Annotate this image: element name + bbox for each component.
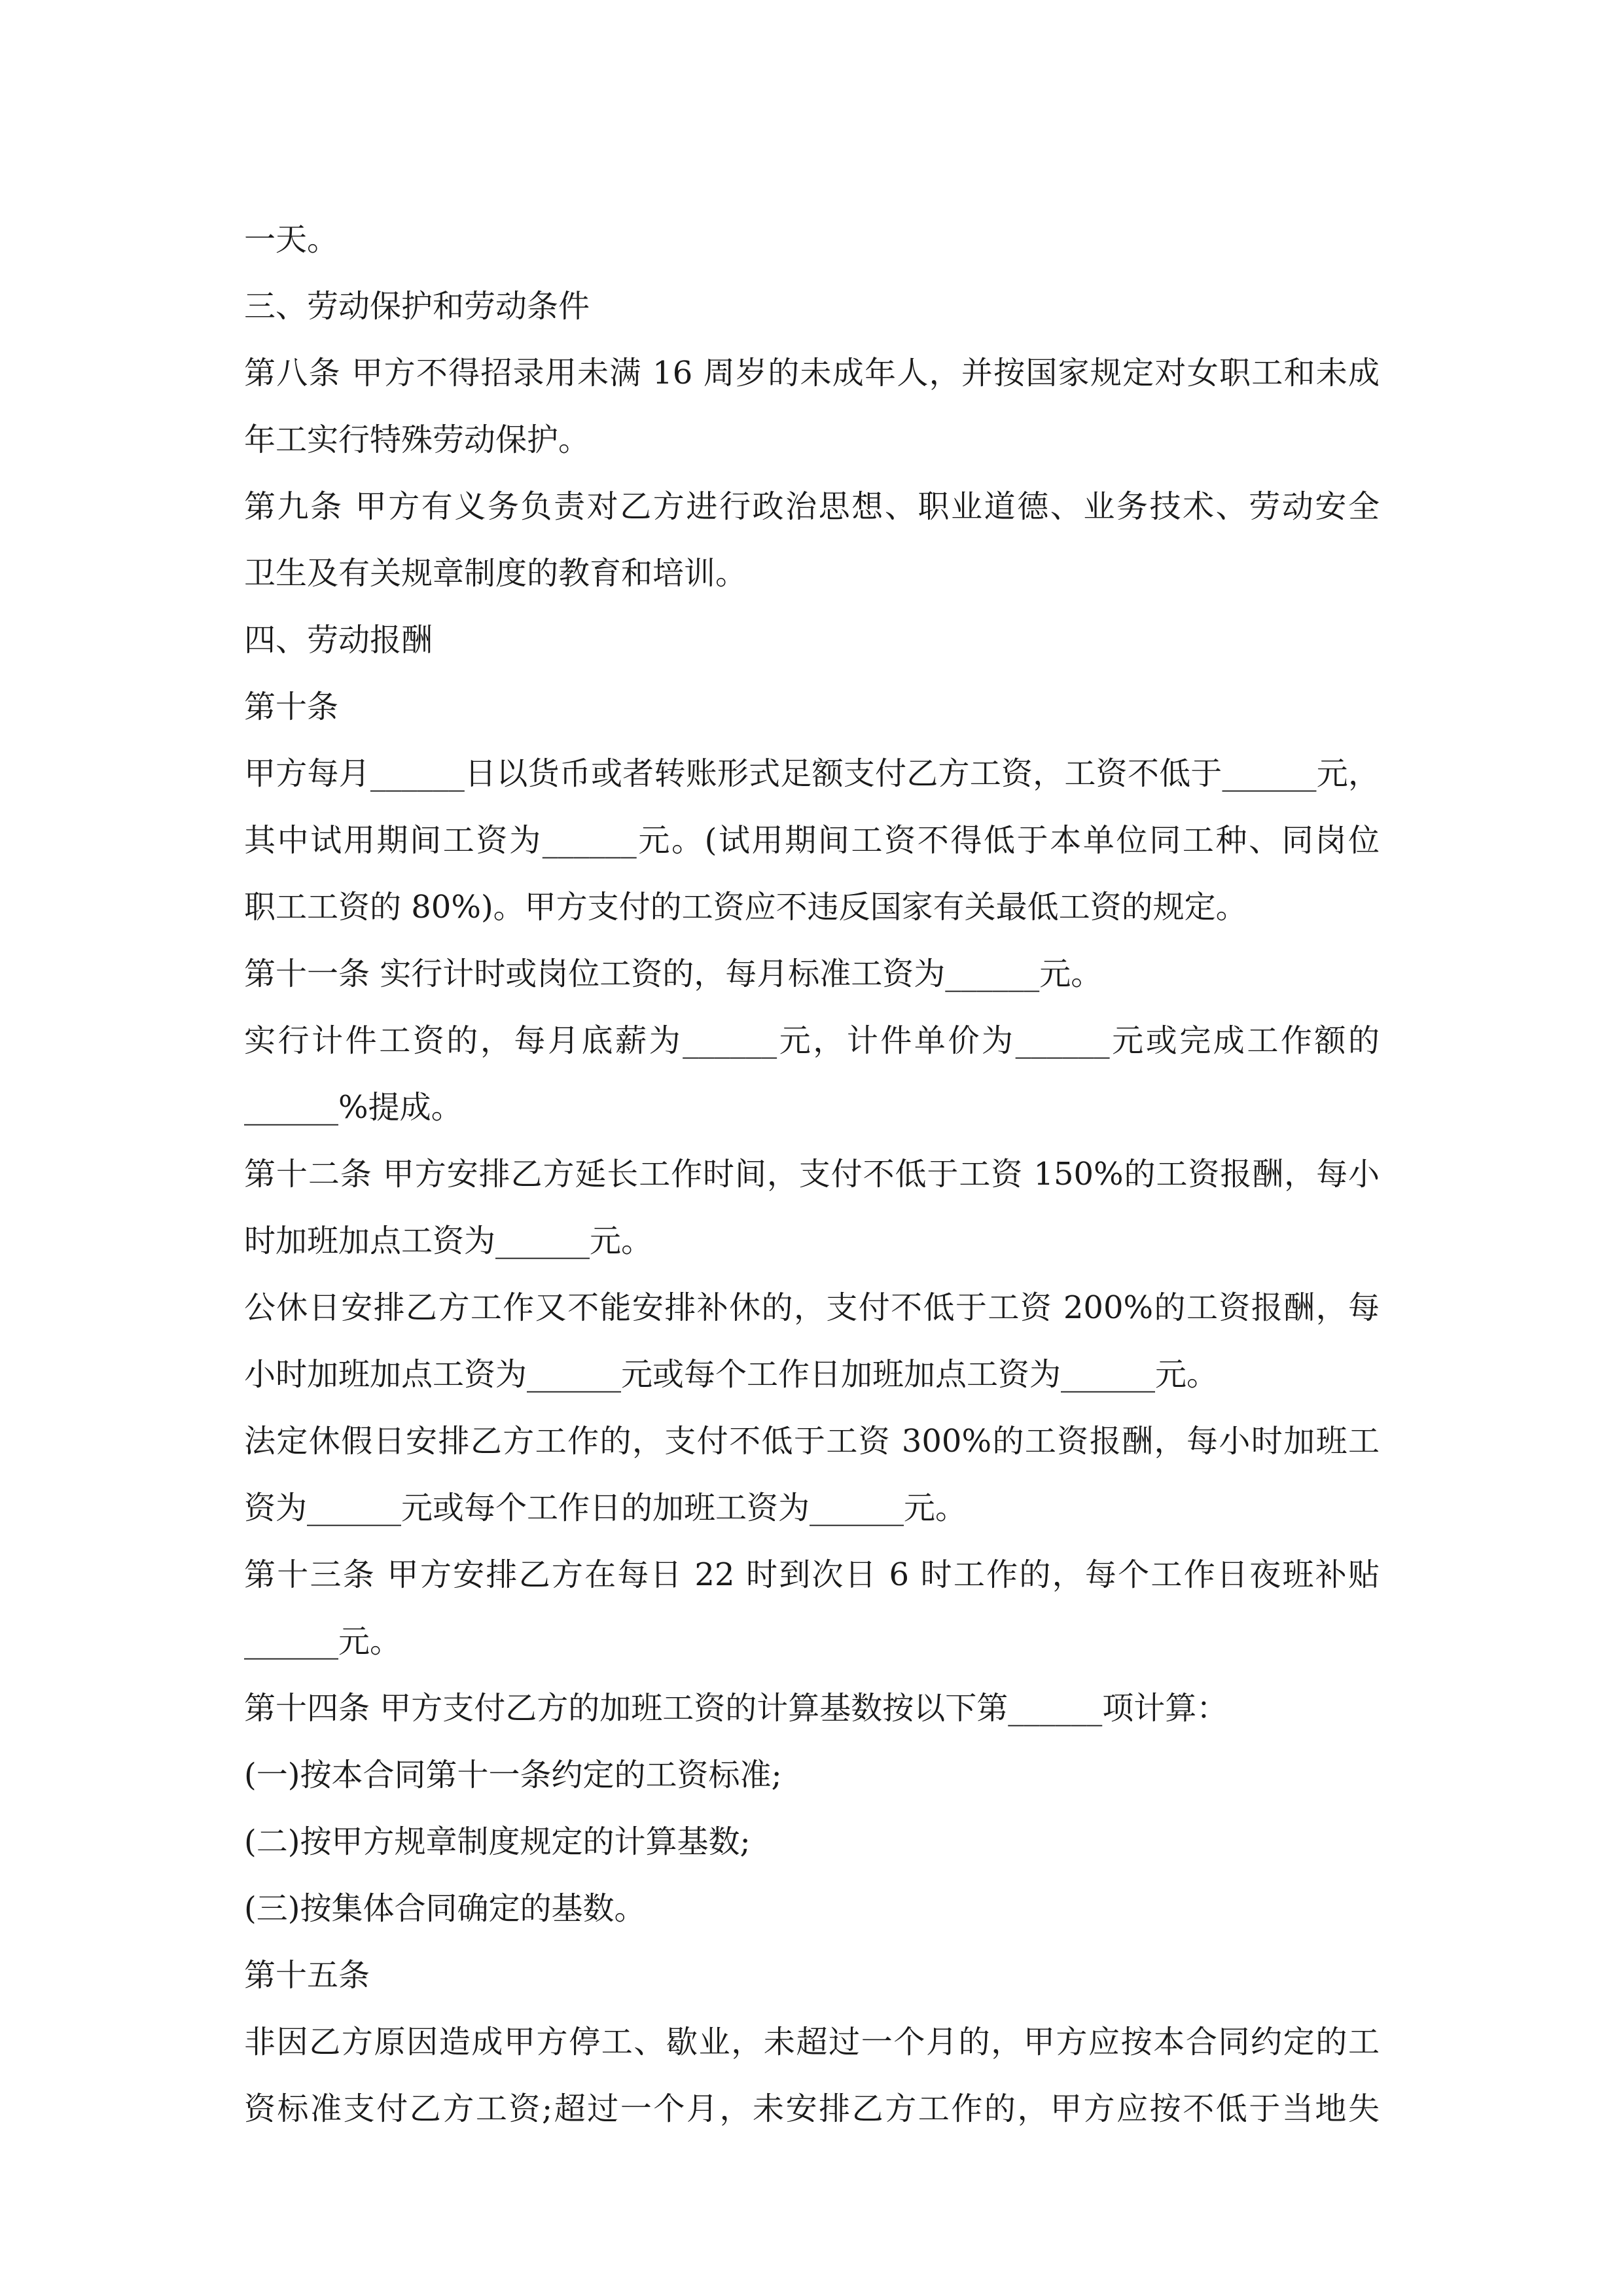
text-line: 实行计件工资的，每月底薪为______元，计件单价为______元或完成工作额的 bbox=[244, 1022, 1380, 1059]
text-line: ______元。 bbox=[244, 1623, 402, 1660]
text-line: ______%提成。 bbox=[244, 1089, 463, 1126]
text-line: 第十五条 bbox=[244, 1957, 370, 1994]
text-line: 第十一条 实行计时或岗位工资的，每月标准工资为______元。 bbox=[244, 956, 1103, 992]
text-line: 小时加班加点工资为______元或每个工作日加班加点工资为______元。 bbox=[244, 1356, 1219, 1393]
text-line: 一天。 bbox=[244, 221, 339, 258]
text-line: (一)按本合同第十一条约定的工资标准; bbox=[244, 1757, 782, 1793]
text-line: 甲方每月______日以货币或者转账形式足额支付乙方工资，工资不低于______元， bbox=[244, 755, 1380, 792]
text-line: (二)按甲方规章制度规定的计算基数; bbox=[244, 1823, 751, 1860]
text-line: 年工实行特殊劳动保护。 bbox=[244, 422, 590, 458]
text-line: 卫生及有关规章制度的教育和培训。 bbox=[244, 555, 747, 592]
text-line: 第十条 bbox=[244, 689, 339, 725]
text-line: 四、劳动报酬 bbox=[244, 622, 433, 658]
text-line: 第十四条 甲方支付乙方的加班工资的计算基数按以下第______项计算： bbox=[244, 1690, 1228, 1727]
text-line: 非因乙方原因造成甲方停工、歇业，未超过一个月的，甲方应按本合同约定的工 bbox=[244, 2024, 1380, 2060]
text-line: 职工工资的 80%)。甲方支付的工资应不违反国家有关最低工资的规定。 bbox=[244, 889, 1247, 925]
text-line: (三)按集体合同确定的基数。 bbox=[244, 1890, 646, 1927]
document-body bbox=[244, 206, 1380, 2142]
text-line: 其中试用期间工资为______元。(试用期间工资不得低于本单位同工种、同岗位 bbox=[244, 822, 1380, 859]
text-line: 三、劳动保护和劳动条件 bbox=[244, 288, 590, 325]
text-line: 资为______元或每个工作日的加班工资为______元。 bbox=[244, 1490, 967, 1526]
text-line: 第八条 甲方不得招录用未满 16 周岁的未成年人，并按国家规定对女职工和未成 bbox=[244, 355, 1380, 391]
text-line: 第十三条 甲方安排乙方在每日 22 时到次日 6 时工作的，每个工作日夜班补贴 bbox=[244, 1556, 1380, 1593]
text-line: 法定休假日安排乙方工作的，支付不低于工资 300%的工资报酬，每小时加班工 bbox=[244, 1423, 1380, 1460]
text-line: 公休日安排乙方工作又不能安排补休的，支付不低于工资 200%的工资报酬，每 bbox=[244, 1289, 1380, 1326]
text-line: 第九条 甲方有义务负责对乙方进行政治思想、职业道德、业务技术、劳动安全 bbox=[244, 488, 1380, 525]
text-line: 时加班加点工资为______元。 bbox=[244, 1223, 653, 1259]
text-line: 资标准支付乙方工资;超过一个月，未安排乙方工作的，甲方应按不低于当地失 bbox=[244, 2090, 1380, 2127]
text-line: 第十二条 甲方安排乙方延长工作时间，支付不低于工资 150%的工资报酬，每小 bbox=[244, 1156, 1380, 1193]
